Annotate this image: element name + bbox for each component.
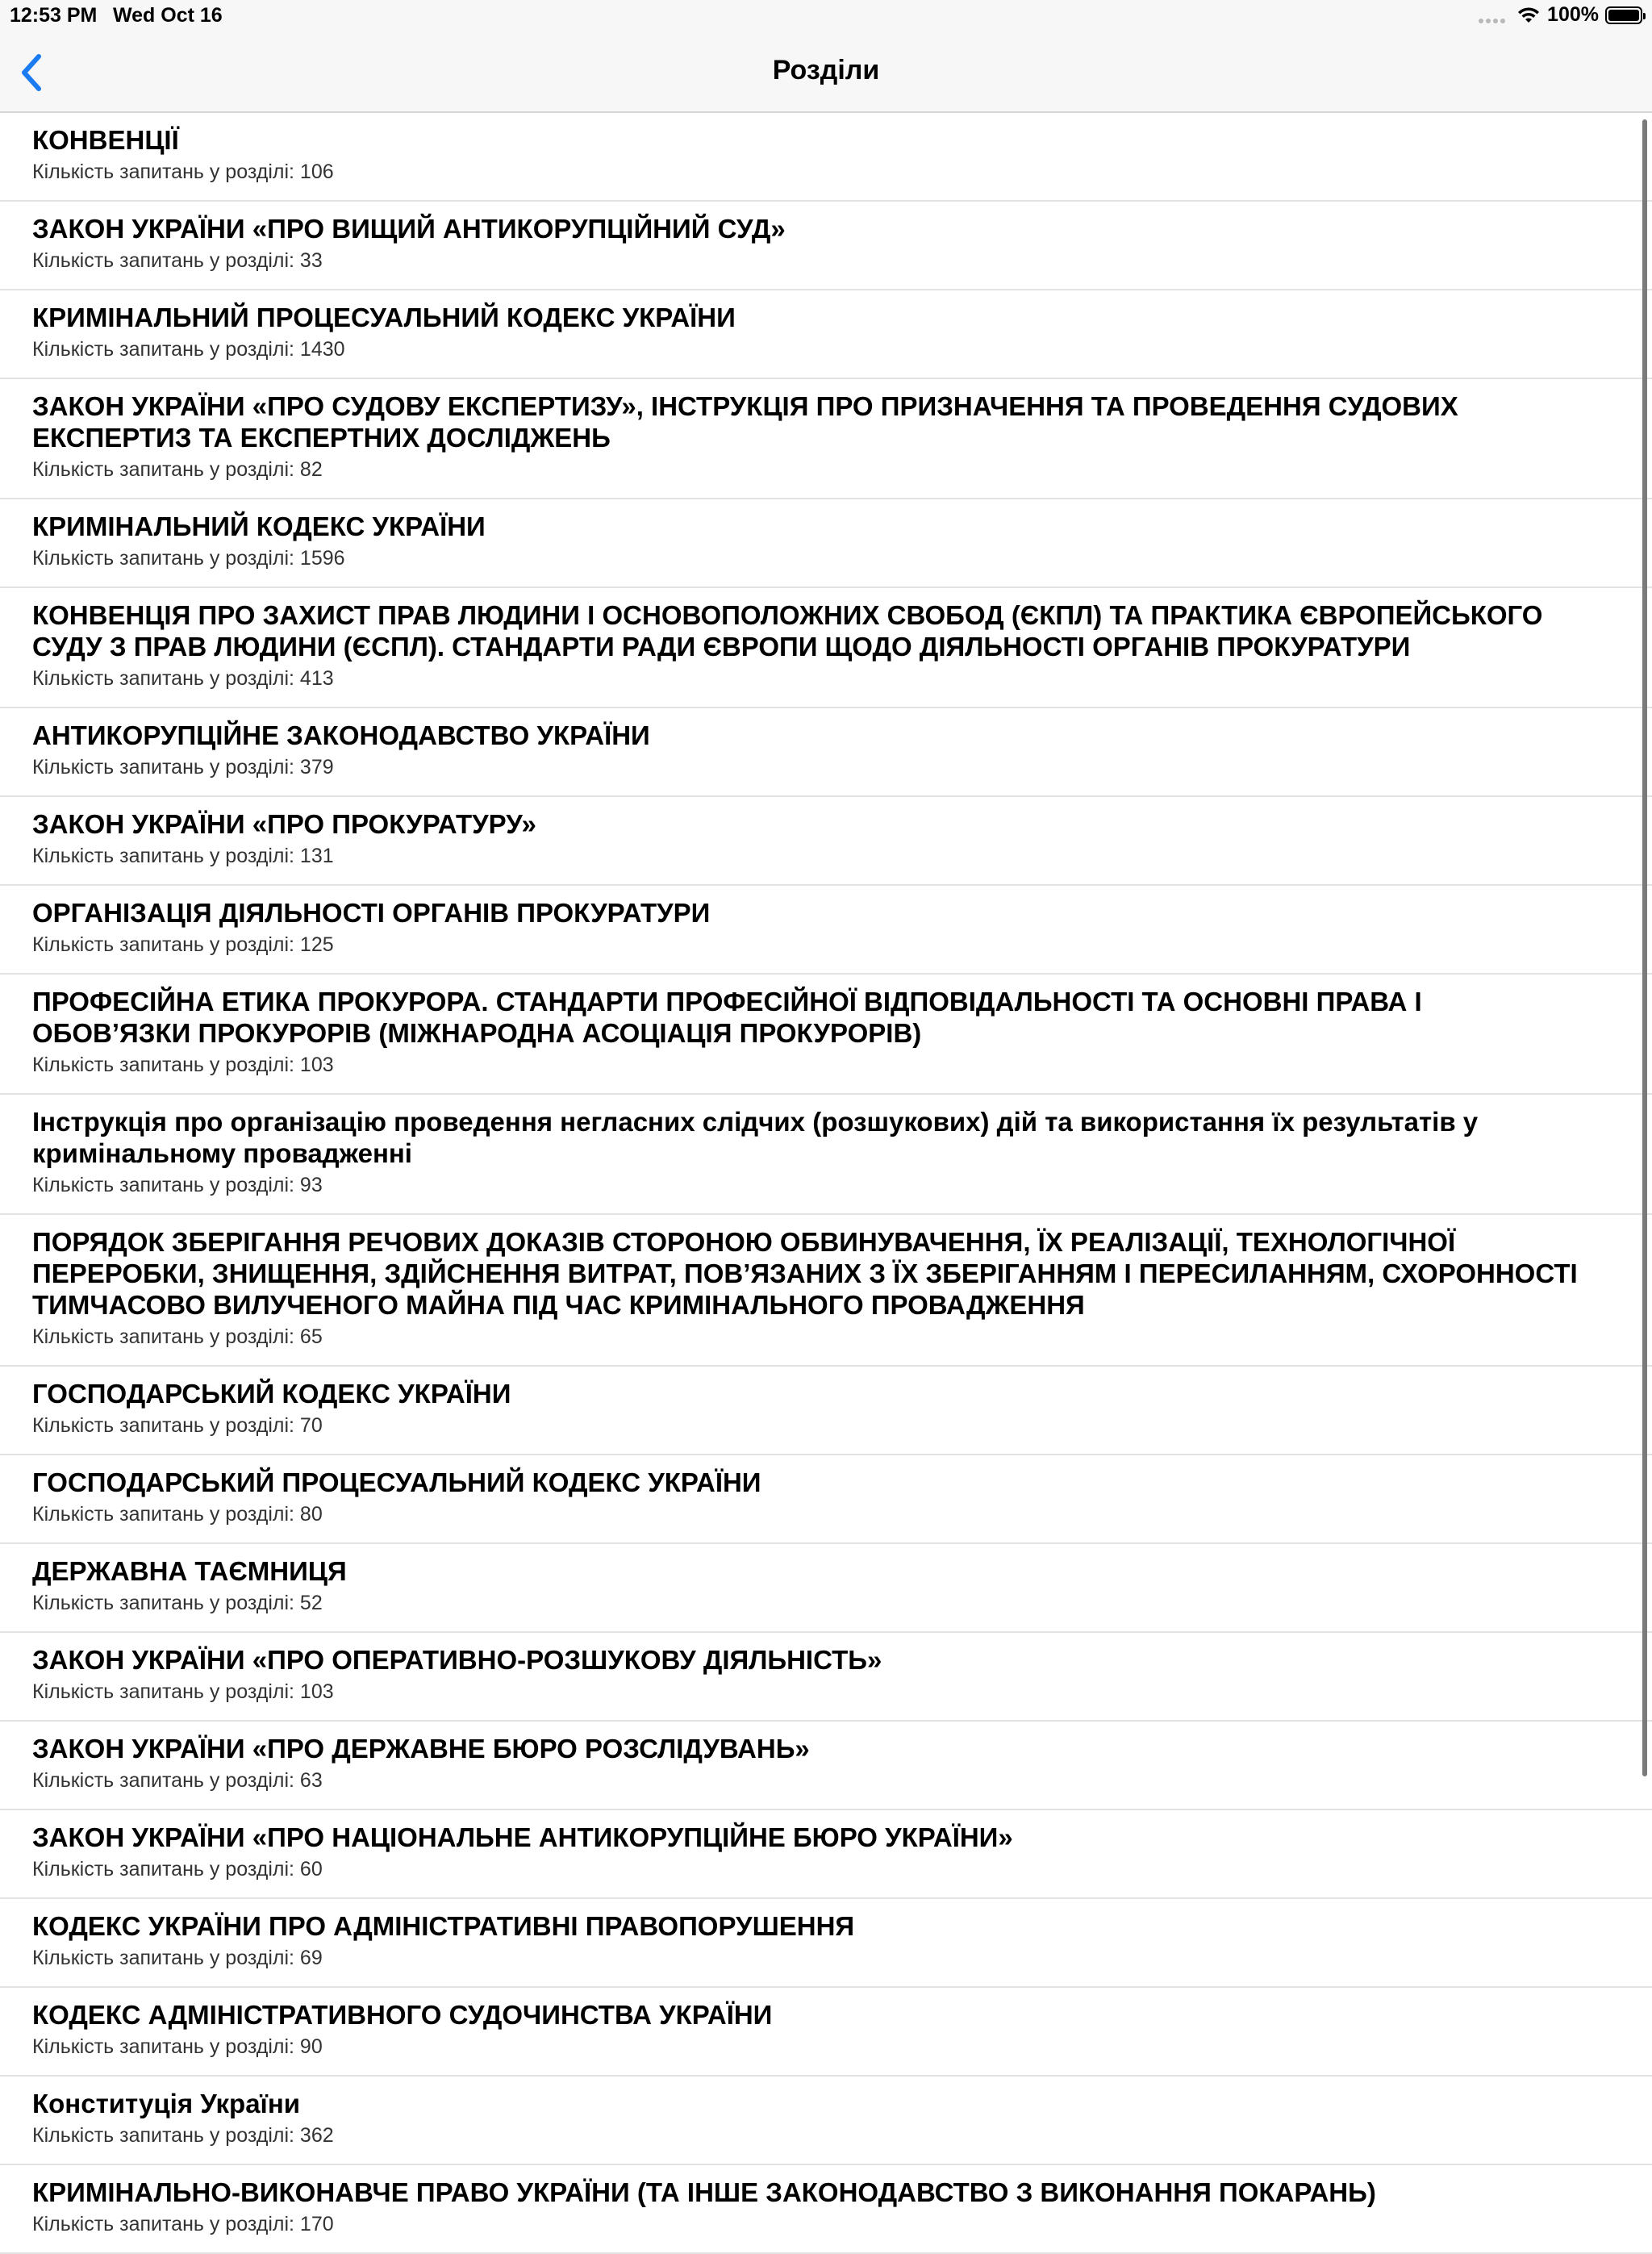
section-question-count: Кількість запитань у розділі: 125 bbox=[32, 933, 334, 956]
navigation-bar bbox=[0, 32, 1652, 113]
list-item[interactable] bbox=[0, 1455, 1652, 1544]
section-question-count: Кількість запитань у розділі: 69 bbox=[32, 1947, 323, 1969]
list-item[interactable] bbox=[0, 2077, 1652, 2165]
section-title: ДЕРЖАВНА ТАЄМНИЦЯ bbox=[32, 1556, 347, 1586]
section-title: ЗАКОН УКРАЇНИ «ПРО СУДОВУ ЕКСПЕРТИЗУ», ІНСТРУКЦІЯ ПРО ПРИЗНАЧЕННЯ ТА ПРОВЕДЕННЯ СУДОВИХ ЕКСПЕРТИЗ ТА ЕКСПЕРТНИХ ДОСЛІДЖЕНЬ bbox=[32, 391, 1458, 453]
list-item[interactable] bbox=[0, 1633, 1652, 1722]
section-title: ПОРЯДОК ЗБЕРІГАННЯ РЕЧОВИХ ДОКАЗІВ СТОРОНОЮ ОБВИНУВАЧЕННЯ, ЇХ РЕАЛІЗАЦІЇ, ТЕХНОЛОГІЧНОЇ ПЕРЕРОБКИ, ЗНИЩЕННЯ, ЗДІЙСНЕННЯ ВИТРАТ, ПОВ’ЯЗАНИХ З ЇХ ЗБЕРІГАННЯМ І ПЕРЕСИЛАННЯМ, СХОРОННОСТІ ТИМЧАСОВО ВИЛУЧЕНОГО МАЙНА ПІД ЧАС КРИМІНАЛЬНОГО ПРОВАДЖЕННЯ bbox=[32, 1227, 1578, 1320]
section-question-count: Кількість запитань у розділі: 33 bbox=[32, 249, 323, 272]
section-title: КОДЕКС АДМІНІСТРАТИВНОГО СУДОЧИНСТВА УКРАЇНИ bbox=[32, 2000, 773, 2030]
list-item[interactable] bbox=[0, 886, 1652, 975]
section-title: АНТИКОРУПЦІЙНЕ ЗАКОНОДАВСТВО УКРАЇНИ bbox=[32, 720, 650, 750]
list-item[interactable] bbox=[0, 975, 1652, 1095]
section-question-count: Кількість запитань у розділі: 103 bbox=[32, 1054, 334, 1076]
section-question-count: Кількість запитань у розділі: 103 bbox=[32, 1680, 334, 1703]
list-item[interactable] bbox=[0, 1988, 1652, 2077]
list-item[interactable] bbox=[0, 1095, 1652, 1215]
scrollbar[interactable] bbox=[1642, 119, 1647, 1776]
list-item[interactable] bbox=[0, 499, 1652, 588]
section-title: ОРГАНІЗАЦІЯ ДІЯЛЬНОСТІ ОРГАНІВ ПРОКУРАТУРИ bbox=[32, 898, 711, 928]
status-indicators bbox=[1479, 3, 1642, 27]
section-title: ЗАКОН УКРАЇНИ «ПРО НАЦІОНАЛЬНЕ АНТИКОРУПЦІЙНЕ БЮРО УКРАЇНИ» bbox=[32, 1822, 1013, 1852]
section-question-count: Кількість запитань у розділі: 413 bbox=[32, 667, 334, 690]
list-item[interactable] bbox=[0, 202, 1652, 290]
section-title: КРИМІНАЛЬНО-ВИКОНАВЧЕ ПРАВО УКРАЇНИ (ТА ІНШЕ ЗАКОНОДАВСТВО З ВИКОНАННЯ ПОКАРАНЬ) bbox=[32, 2177, 1376, 2207]
section-question-count: Кількість запитань у розділі: 63 bbox=[32, 1769, 323, 1792]
list-item[interactable] bbox=[0, 588, 1652, 708]
list-item[interactable] bbox=[0, 1215, 1652, 1367]
list-item[interactable] bbox=[0, 290, 1652, 379]
section-question-count: Кількість запитань у розділі: 80 bbox=[32, 1503, 323, 1526]
section-title: КРИМІНАЛЬНИЙ КОДЕКС УКРАЇНИ bbox=[32, 511, 486, 541]
status-time: 12:53 PM bbox=[10, 4, 98, 27]
list-item[interactable] bbox=[0, 1810, 1652, 1899]
list-item[interactable] bbox=[0, 1722, 1652, 1810]
list-item[interactable] bbox=[0, 797, 1652, 886]
section-question-count: Кількість запитань у розділі: 70 bbox=[32, 1414, 323, 1437]
page-title: Розділи bbox=[772, 55, 880, 86]
list-item[interactable] bbox=[0, 2165, 1652, 2254]
section-title: ЗАКОН УКРАЇНИ «ПРО ПРОКУРАТУРУ» bbox=[32, 809, 536, 839]
battery-percentage: 100% bbox=[1547, 3, 1599, 26]
section-title: Конституція України bbox=[32, 2089, 301, 2118]
section-title: ПРОФЕСІЙНА ЕТИКА ПРОКУРОРА. СТАНДАРТИ ПРОФЕСІЙНОЇ ВІДПОВІДАЛЬНОСТІ ТА ОСНОВНІ ПРАВА І ОБОВ’ЯЗКИ ПРОКУРОРІВ (МІЖНАРОДНА АСОЦІАЦІЯ ПРОКУРОРІВ) bbox=[32, 987, 1422, 1048]
section-question-count: Кількість запитань у розділі: 1596 bbox=[32, 547, 345, 570]
list-item[interactable] bbox=[0, 708, 1652, 797]
section-question-count: Кількість запитань у розділі: 52 bbox=[32, 1592, 323, 1614]
status-date: Wed Oct 16 bbox=[113, 4, 223, 27]
section-title: ГОСПОДАРСЬКИЙ КОДЕКС УКРАЇНИ bbox=[32, 1379, 511, 1409]
list-item[interactable] bbox=[0, 1367, 1652, 1455]
section-question-count: Кількість запитань у розділі: 170 bbox=[32, 2213, 334, 2235]
list-item[interactable] bbox=[0, 1544, 1652, 1633]
section-title: Інструкція про організацію проведення негласних слідчих (розшукових) дій та використання їх результатів у кримінальному провадженні bbox=[32, 1107, 1479, 1168]
battery-icon bbox=[1605, 6, 1642, 24]
section-question-count: Кількість запитань у розділі: 106 bbox=[32, 161, 334, 183]
section-question-count: Кількість запитань у розділі: 362 bbox=[32, 2124, 334, 2147]
section-title: ГОСПОДАРСЬКИЙ ПРОЦЕСУАЛЬНИЙ КОДЕКС УКРАЇНИ bbox=[32, 1467, 761, 1497]
section-title: КОНВЕНЦІЯ ПРО ЗАХИСТ ПРАВ ЛЮДИНИ І ОСНОВОПОЛОЖНИХ СВОБОД (ЄКПЛ) ТА ПРАКТИКА ЄВРОПЕЙСЬКОГО СУДУ З ПРАВ ЛЮДИНИ (ЄСПЛ). СТАНДАРТИ РАДИ ЄВРОПИ ЩОДО ДІЯЛЬНОСТІ ОРГАНІВ ПРОКУРАТУРИ bbox=[32, 600, 1543, 662]
section-question-count: Кількість запитань у розділі: 90 bbox=[32, 2035, 323, 2058]
section-question-count: Кількість запитань у розділі: 93 bbox=[32, 1174, 323, 1196]
status-bar bbox=[0, 0, 1652, 32]
section-question-count: Кількість запитань у розділі: 379 bbox=[32, 756, 334, 778]
section-title: ЗАКОН УКРАЇНИ «ПРО ОПЕРАТИВНО-РОЗШУКОВУ ДІЯЛЬНІСТЬ» bbox=[32, 1645, 882, 1675]
section-question-count: Кількість запитань у розділі: 1430 bbox=[32, 338, 345, 361]
sections-list[interactable] bbox=[0, 113, 1652, 2235]
section-title: КОНВЕНЦІЇ bbox=[32, 125, 179, 155]
list-item[interactable] bbox=[0, 113, 1652, 202]
wifi-icon bbox=[1516, 6, 1541, 25]
section-title: ЗАКОН УКРАЇНИ «ПРО ВИЩИЙ АНТИКОРУПЦІЙНИЙ СУД» bbox=[32, 214, 786, 244]
list-item[interactable] bbox=[0, 379, 1652, 499]
section-title: КОДЕКС УКРАЇНИ ПРО АДМІНІСТРАТИВНІ ПРАВОПОРУШЕННЯ bbox=[32, 1911, 855, 1941]
cellular-signal-icon bbox=[1479, 7, 1505, 23]
section-question-count: Кількість запитань у розділі: 131 bbox=[32, 845, 334, 867]
section-question-count: Кількість запитань у розділі: 82 bbox=[32, 458, 323, 481]
section-title: ЗАКОН УКРАЇНИ «ПРО ДЕРЖАВНЕ БЮРО РОЗСЛІДУВАНЬ» bbox=[32, 1734, 810, 1764]
list-item[interactable] bbox=[0, 1899, 1652, 1988]
section-question-count: Кількість запитань у розділі: 60 bbox=[32, 1858, 323, 1880]
section-title: КРИМІНАЛЬНИЙ ПРОЦЕСУАЛЬНИЙ КОДЕКС УКРАЇНИ bbox=[32, 303, 736, 332]
section-question-count: Кількість запитань у розділі: 65 bbox=[32, 1325, 323, 1348]
